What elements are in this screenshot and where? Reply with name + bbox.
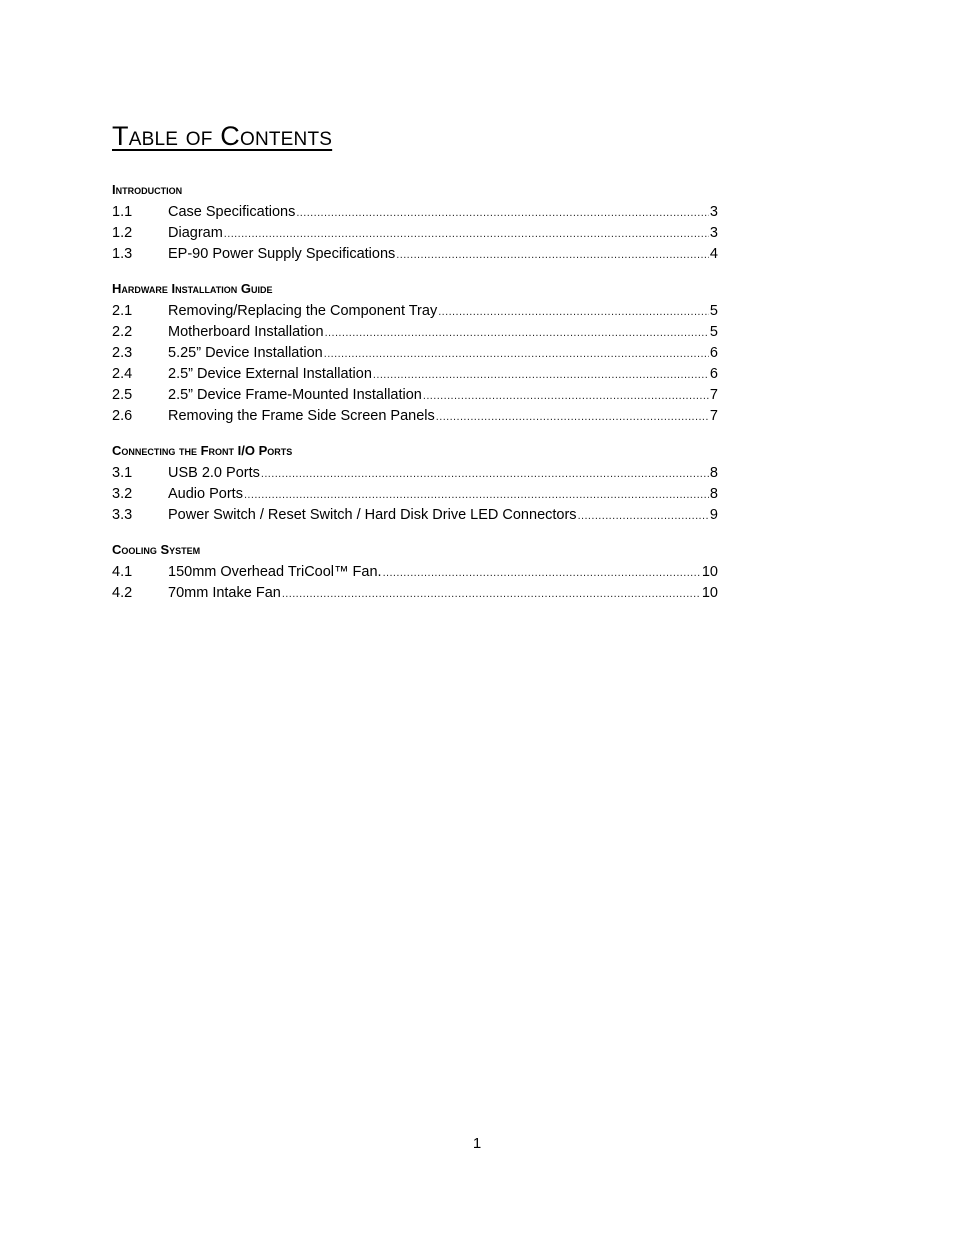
entry-page: 3 <box>709 225 718 241</box>
entry-title: 2.5” Device External Installation <box>168 366 372 382</box>
entry-page: 8 <box>709 486 718 502</box>
entry-number: 2.6 <box>112 408 133 424</box>
dot-leader <box>383 562 701 584</box>
toc-section-front-io-ports <box>112 442 718 526</box>
entry-title: EP-90 Power Supply Specifications <box>168 246 396 262</box>
entry-title: Motherboard Installation <box>168 324 324 340</box>
entry-title: Case Specifications <box>168 204 296 220</box>
dot-leader <box>423 385 709 407</box>
toc-entry[interactable] <box>112 463 718 484</box>
entry-number: 3.1 <box>112 465 133 481</box>
dot-leader <box>396 244 709 266</box>
dot-leader <box>438 301 709 323</box>
entry-number: 2.5 <box>112 387 133 403</box>
dot-leader <box>282 583 701 605</box>
dot-leader <box>261 463 709 485</box>
toc-section-cooling-system <box>112 541 718 604</box>
entry-title: 2.5” Device Frame-Mounted Installation <box>168 387 422 403</box>
section-heading: Introduction <box>112 182 183 197</box>
entry-page: 9 <box>709 507 718 523</box>
toc-entry[interactable] <box>112 202 718 223</box>
entry-number: 4.2 <box>112 585 133 601</box>
toc-entry[interactable] <box>112 301 718 322</box>
toc-entry[interactable] <box>112 223 718 244</box>
entry-page: 5 <box>709 324 718 340</box>
entry-number: 2.3 <box>112 345 133 361</box>
entry-number: 1.1 <box>112 204 133 220</box>
section-heading: Connecting the Front I/O Ports <box>112 443 293 458</box>
entry-page: 7 <box>709 387 718 403</box>
toc-entry[interactable] <box>112 244 718 265</box>
dot-leader <box>296 202 709 224</box>
entry-number: 1.3 <box>112 246 133 262</box>
dot-leader <box>224 223 709 245</box>
dot-leader <box>578 505 709 527</box>
entry-page: 6 <box>709 345 718 361</box>
toc-entry[interactable] <box>112 385 718 406</box>
entry-title: Power Switch / Reset Switch / Hard Disk Drive LED Connectors <box>168 507 577 523</box>
entry-page: 6 <box>709 366 718 382</box>
entry-title: 70mm Intake Fan <box>168 585 281 601</box>
entry-number: 3.2 <box>112 486 133 502</box>
dot-leader <box>244 484 709 506</box>
toc-section-introduction <box>112 181 718 265</box>
entry-number: 3.3 <box>112 507 133 523</box>
entry-page: 10 <box>701 564 718 580</box>
entry-number: 2.2 <box>112 324 133 340</box>
entry-title: Audio Ports <box>168 486 243 502</box>
entry-number: 4.1 <box>112 564 133 580</box>
entry-title: USB 2.0 Ports <box>168 465 260 481</box>
entry-number: 2.1 <box>112 303 133 319</box>
toc-entry[interactable] <box>112 484 718 505</box>
page-title: Table of Contents <box>112 121 333 151</box>
entry-title: Removing the Frame Side Screen Panels <box>168 408 435 424</box>
entry-title: Diagram <box>168 225 223 241</box>
section-heading: Cooling System <box>112 542 201 557</box>
toc-entry[interactable] <box>112 343 718 364</box>
table-of-contents <box>112 181 718 619</box>
section-heading: Hardware Installation Guide <box>112 281 273 296</box>
entry-page: 10 <box>701 585 718 601</box>
entry-page: 8 <box>709 465 718 481</box>
page-number: 1 <box>472 1135 482 1152</box>
toc-entry[interactable] <box>112 364 718 385</box>
dot-leader <box>324 343 709 365</box>
entry-number: 2.4 <box>112 366 133 382</box>
entry-title: Removing/Replacing the Component Tray <box>168 303 438 319</box>
entry-page: 5 <box>709 303 718 319</box>
toc-entry[interactable] <box>112 562 718 583</box>
toc-section-hardware-installation <box>112 280 718 427</box>
toc-entry[interactable] <box>112 583 718 604</box>
dot-leader <box>325 322 709 344</box>
entry-title: 150mm Overhead TriCool™ Fan. <box>168 564 382 580</box>
toc-entry[interactable] <box>112 406 718 427</box>
dot-leader <box>436 406 709 428</box>
toc-entry[interactable] <box>112 505 718 526</box>
entry-page: 4 <box>709 246 718 262</box>
entry-title: 5.25” Device Installation <box>168 345 323 361</box>
entry-page: 7 <box>709 408 718 424</box>
toc-entry[interactable] <box>112 322 718 343</box>
dot-leader <box>373 364 709 386</box>
entry-page: 3 <box>709 204 718 220</box>
entry-number: 1.2 <box>112 225 133 241</box>
